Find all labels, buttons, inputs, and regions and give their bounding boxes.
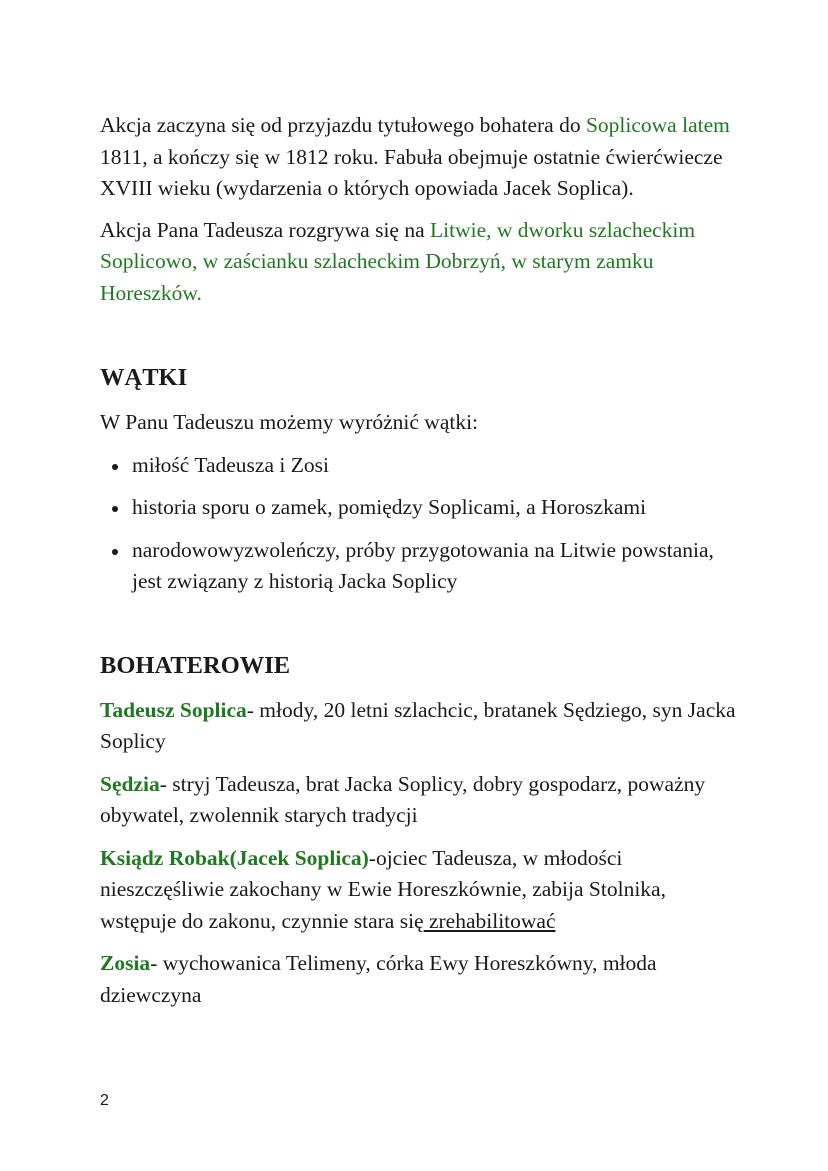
intro-text: Akcja Pana Tadeusza rozgrywa się na: [100, 217, 431, 242]
document-page: [100, 110, 740, 1022]
character-entry: [100, 769, 740, 832]
section-heading-bohaterowie: BOHATEROWIE: [100, 651, 291, 679]
character-desc: - wychowanica Telimeny, córka Ewy Horeszkówny, młoda dziewczyna: [100, 951, 657, 1007]
intro-text: Akcja zaczyna się od przyjazdu tytułowego bohatera do: [100, 113, 586, 137]
character-entry: [100, 948, 740, 1011]
list-item: narodowowyzwoleńczy, próby przygotowania na Litwie powstania, jest związany z historią Jacka Soplicy: [100, 535, 740, 598]
character-name: Sędzia: [100, 771, 160, 796]
highlight-places: Litwie, w dworku szlacheckim Soplicowo, w zaścianku szlacheckim Dobrzyń, w starym zamku Horeszków.: [100, 217, 696, 305]
list-item: historia sporu o zamek, pomiędzy Soplicami, a Horoszkami: [100, 492, 740, 524]
character-name: Tadeusz Soplica: [100, 697, 247, 722]
character-entry: [100, 695, 740, 758]
character-desc: -ojciec Tadeusza, w młodości nieszczęśliwie zakochany w Ewie Horeszkównie, zabija Stolnika, wstępuje do zakonu, czynnie stara się: [100, 845, 666, 933]
character-desc: - młody, 20 letni szlachcic, bratanek Sędziego, syn Jacka Soplicy: [100, 697, 736, 753]
rehabilitate-link[interactable]: zrehabilitować: [423, 908, 556, 933]
intro-text: 1811, a kończy się w 1812 roku. Fabuła obejmuje ostatnie ćwierćwiecze XVIII wieku (wydarzenia o których opowiada Jacek Soplica).: [100, 144, 723, 200]
character-name: Ksiądz Robak(Jacek Soplica): [100, 845, 369, 870]
intro-paragraph-1: [100, 110, 740, 205]
section-heading-watki: WĄTKI: [100, 364, 188, 391]
watki-list: [100, 450, 740, 598]
character-desc: - stryj Tadeusza, brat Jacka Soplicy, dobry gospodarz, poważny obywatel, zwolennik starych tradycji: [100, 771, 706, 827]
page-number: 2: [100, 1092, 109, 1109]
highlight-place-time: Soplicowa latem: [585, 113, 730, 137]
list-item: miłość Tadeusza i Zosi: [100, 450, 740, 482]
character-entry: [100, 843, 740, 938]
character-name: Zosia: [100, 951, 151, 975]
intro-paragraph-2: [100, 215, 740, 310]
watki-lead: W Panu Tadeuszu możemy wyróżnić wątki:: [100, 410, 479, 434]
